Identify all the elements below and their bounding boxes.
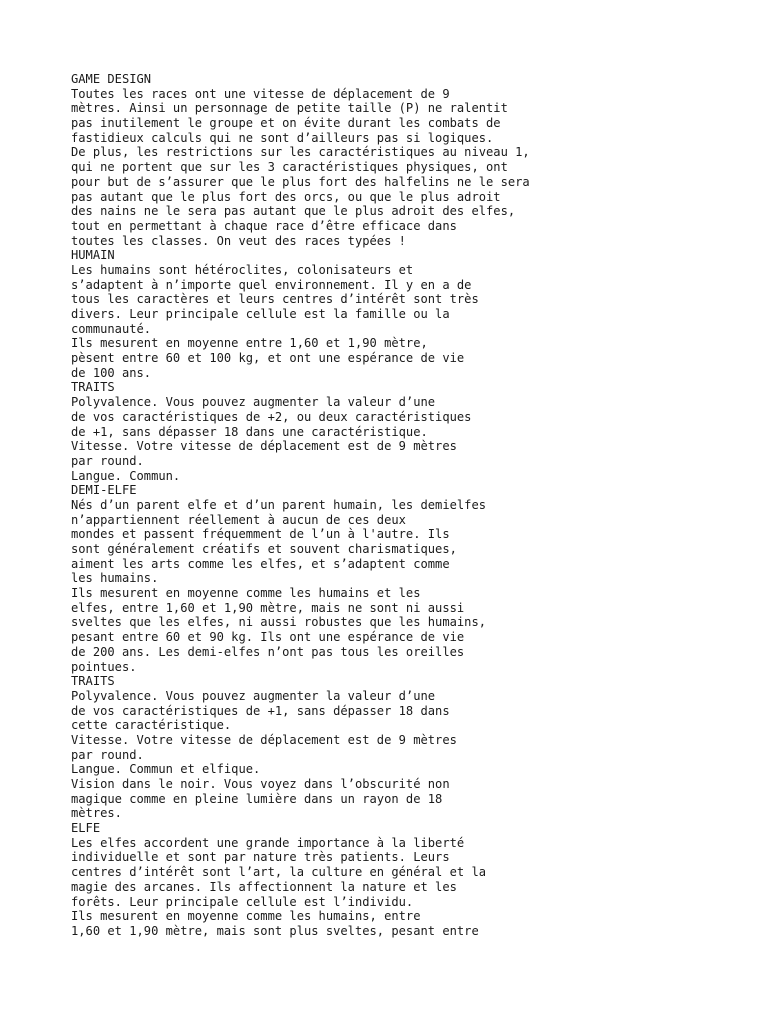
section-heading: HUMAIN (71, 248, 115, 263)
text-line: par round. (71, 747, 144, 762)
text-line: Polyvalence. Vous pouvez augmenter la valeur d’une (71, 395, 436, 410)
text-line: sont généralement créatifs et souvent charismatiques, (71, 542, 457, 556)
text-line: pèsent entre 60 et 100 kg, et ont une espérance de vie (71, 351, 465, 366)
text-line: Vitesse. Votre vitesse de déplacement est de 9 mètres (71, 439, 457, 454)
text-line: mondes et passent fréquemment de l’un à l'autre. Ils (71, 527, 450, 542)
section-heading: ELFE (71, 821, 101, 836)
text-line: fastidieux calculs qui ne sont d’ailleurs pas si logiques. (71, 130, 494, 145)
text-line: de 100 ans. (71, 365, 152, 380)
text-line: De plus, les restrictions sur les caractéristiques au niveau 1, (71, 145, 530, 160)
text-line: aiment les arts comme les elfes, et s’adaptent comme (71, 556, 450, 571)
text-line: pesant entre 60 et 90 kg. Ils ont une espérance de vie (71, 630, 465, 645)
text-line: de +1, sans dépasser 18 dans une caractéristique. (71, 424, 428, 439)
text-line: Ils mesurent en moyenne comme les humains, entre (71, 909, 421, 924)
text-line: pas autant que le plus fort des orcs, ou que le plus adroit (71, 189, 501, 204)
section-heading: TRAITS (71, 380, 115, 395)
text-line: Les elfes accordent une grande importance à la liberté (71, 835, 465, 850)
text-line: magique comme en pleine lumière dans un rayon de 18 (71, 791, 443, 806)
text-line: pour but de s’assurer que le plus fort des halfelins ne le sera (71, 174, 530, 189)
text-line: Vitesse. Votre vitesse de déplacement est de 9 mètres (71, 732, 457, 747)
text-line: cette caractéristique. (71, 718, 232, 733)
text-line: forêts. Leur principale cellule est l’individu. (71, 894, 414, 909)
text-line: Ils mesurent en moyenne comme les humains et les (71, 586, 421, 601)
text-line: divers. Leur principale cellule est la famille ou la (71, 307, 450, 321)
text-line: communauté. (71, 321, 152, 336)
text-line: Nés d’un parent elfe et d’un parent humain, les demielfes (71, 497, 487, 512)
section-heading: TRAITS (71, 674, 115, 689)
text-line: de vos caractéristiques de +1, sans dépasser 18 dans (71, 703, 450, 718)
text-line: les humains. (71, 571, 159, 586)
text-line: Langue. Commun et elfique. (71, 762, 261, 777)
text-line: elfes, entre 1,60 et 1,90 mètre, mais ne sont ni aussi (71, 600, 465, 615)
text-line: Ils mesurent en moyenne entre 1,60 et 1,90 mètre, (71, 336, 428, 351)
text-line: s’adaptent à n’importe quel environnement. Il y en a de (71, 277, 472, 292)
document-page (71, 72, 761, 939)
text-line: pas inutilement le groupe et on évite durant les combats de (71, 116, 501, 131)
text-line: de 200 ans. Les demi-elfes n’ont pas tous les oreilles (71, 644, 465, 659)
text-line: 1,60 et 1,90 mètre, mais sont plus sveltes, pesant entre (71, 923, 479, 938)
section-heading: GAME DESIGN (71, 72, 152, 86)
text-line: n’appartiennent réellement à aucun de ces deux (71, 512, 406, 527)
text-line: Vision dans le noir. Vous voyez dans l’obscurité non (71, 777, 450, 791)
text-line: de vos caractéristiques de +2, ou deux caractéristiques (71, 409, 472, 424)
text-line: individuelle et sont par nature très patients. Leurs (71, 850, 450, 865)
text-line: tous les caractères et leurs centres d’intérêt sont très (71, 292, 479, 307)
text-line: tout en permettant à chaque race d’être efficace dans (71, 218, 457, 233)
text-line: pointues. (71, 659, 137, 674)
text-line: centres d’intérêt sont l’art, la culture en général et la (71, 865, 487, 880)
section-heading: DEMI-ELFE (71, 483, 137, 498)
text-line: par round. (71, 453, 144, 468)
text-line: des nains ne le sera pas autant que le plus adroit des elfes, (71, 204, 516, 219)
text-line: Polyvalence. Vous pouvez augmenter la valeur d’une (71, 688, 436, 703)
text-line: toutes les classes. On veut des races typées ! (71, 233, 406, 248)
text-line: magie des arcanes. Ils affectionnent la nature et les (71, 879, 457, 894)
text-line: mètres. (71, 806, 122, 821)
text-line: Toutes les races ont une vitesse de déplacement de 9 (71, 86, 450, 101)
text-line: mètres. Ainsi un personnage de petite taille (P) ne ralentit (71, 101, 508, 116)
text-line: Les humains sont hétéroclites, colonisateurs et (71, 262, 414, 277)
text-line: qui ne portent que sur les 3 caractéristiques physiques, ont (71, 160, 508, 175)
text-line: Langue. Commun. (71, 468, 181, 483)
text-line: sveltes que les elfes, ni aussi robustes que les humains, (71, 615, 487, 630)
